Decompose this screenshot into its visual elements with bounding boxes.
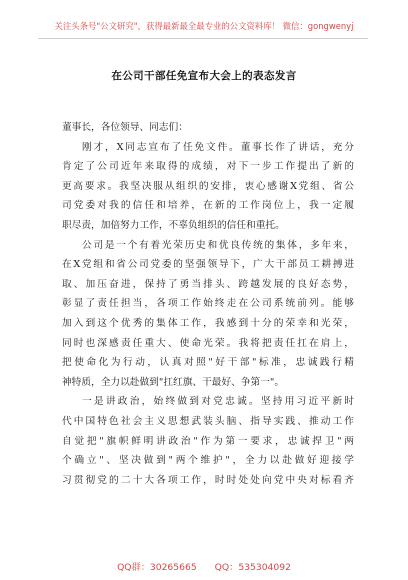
salutation-line: 董事长，各位领导、同志们：: [62, 122, 188, 133]
paragraph-line: 一是讲政治，始终做到对党忠诚。坚持用习近平新时: [82, 396, 354, 408]
footer-contact: [0, 559, 408, 573]
paragraph-line: 个确立"、坚决做到"两个维护"，全力以赴做好迎接学: [62, 455, 354, 467]
paragraph-line: 同时也深感责任重大、使命光荣。我将把责任扛在肩上，: [62, 337, 354, 349]
header-promo-note: 关注头条号"公文研究"，获得最新最全最专业的公文资料库！ 微信：gongwenyj: [54, 21, 354, 31]
footer-qq-group: QQ群：30265665: [117, 562, 197, 573]
document-title: 在公司干部任免宣布大会上的表态发言: [111, 70, 297, 82]
paragraph-line: 取、加压奋进，保持了勇当排头、跨越发展的良好态势，: [62, 278, 354, 290]
paragraph-line: 自觉把"旗帜鲜明讲政治"作为第一要求，忠诚捍卫"两: [62, 435, 354, 447]
paragraph-line: 习贯彻党的二十大各项工作，时时处处向党中央对标看齐: [62, 474, 354, 486]
paragraph-line: 公司是一个有着光荣历史和优良传统的集体，多年来，: [82, 239, 354, 251]
paragraph-line: 肯定了公司近年来取得的成绩，对下一步工作提出了新的: [62, 161, 354, 173]
paragraph-line: 刚才，X同志宣布了任免文件。董事长作了讲话，充分: [82, 141, 354, 153]
document-body: [62, 118, 354, 490]
header-divider: [38, 38, 368, 39]
paragraph-line: 加入到这个优秀的集体工作，我感到十分的荣幸和光荣，: [62, 317, 354, 329]
paragraph-line: 职尽责，加倍努力工作，不辜负组织的信任和重托。: [62, 219, 285, 231]
footer-qq-number: QQ：535304092: [214, 562, 291, 573]
paragraph-line: 神特质，全力以赴做到"扛红旗、干最好、争第一"。: [62, 376, 285, 388]
paragraph-line: 代中国特色社会主义思想武装头脑、指导实践、推动工作: [62, 415, 354, 427]
paragraph-line: 把使命化为行动，认真对照"好干部"标准，忠诚践行精: [62, 357, 354, 369]
paragraph-line: 彰显了责任担当，各项工作始终走在公司系统前列。能够: [62, 298, 354, 310]
paragraph-line: 在X党组和省公司党委的坚强领导下，广大干部员工耕搏进: [62, 259, 354, 271]
paragraph-line: 更高要求。我坚决服从组织的安排，衷心感谢X党组、省公: [62, 180, 354, 192]
paragraph-line: 司党委对我的信任和培养，在新的工作岗位上，我一定履: [62, 200, 354, 212]
